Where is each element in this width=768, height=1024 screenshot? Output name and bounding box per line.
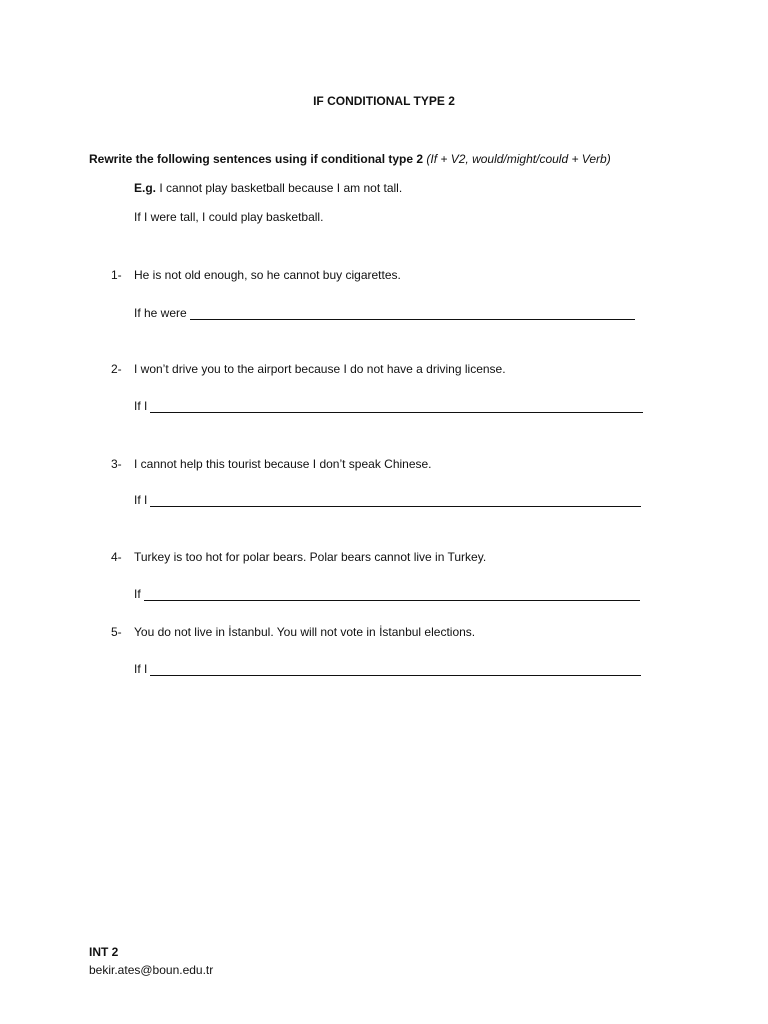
answer-row-5: [134, 662, 641, 676]
example-sentence-text: I cannot play basketball because I am not tall.: [159, 181, 403, 195]
example-answer: If I were tall, I could play basketball.: [134, 210, 324, 224]
item-sentence-1: He is not old enough, so he cannot buy cigarettes.: [134, 268, 401, 282]
answer-row-4: [134, 587, 640, 601]
answer-start-4: If: [134, 587, 141, 601]
item-sentence-2: I won’t drive you to the airport because I do not have a driving license.: [134, 362, 506, 376]
page-title: IF CONDITIONAL TYPE 2: [313, 94, 455, 108]
answer-row-1: [134, 306, 635, 320]
item-sentence-3: I cannot help this tourist because I don’t speak Chinese.: [134, 457, 432, 471]
item-number-3: 3-: [111, 457, 122, 471]
example-label: E.g.: [134, 181, 157, 195]
answer-blank-1[interactable]: [190, 308, 635, 320]
answer-row-3: [134, 493, 641, 507]
item-sentence-4: Turkey is too hot for polar bears. Polar bears cannot live in Turkey.: [134, 550, 487, 564]
item-number-2: 2-: [111, 362, 122, 376]
answer-start-1: If he were: [134, 306, 187, 320]
instructions: [89, 152, 611, 166]
footer-email: bekir.ates@boun.edu.tr: [89, 963, 214, 977]
footer-course: INT 2: [89, 945, 119, 959]
item-number-4: 4-: [111, 550, 122, 564]
item-number-5: 5-: [111, 625, 122, 639]
answer-blank-2[interactable]: [150, 401, 643, 413]
item-sentence-5: You do not live in İstanbul. You will not vote in İstanbul elections.: [134, 625, 476, 639]
answer-blank-5[interactable]: [150, 664, 641, 676]
answer-blank-3[interactable]: [150, 495, 641, 507]
example-sentence: [134, 181, 402, 195]
answer-start-2: If I: [134, 399, 148, 413]
item-number-1: 1-: [111, 268, 122, 282]
instructions-text: Rewrite the following sentences using if conditional type 2: [89, 152, 424, 166]
answer-blank-4[interactable]: [144, 589, 640, 601]
answer-row-2: [134, 399, 643, 413]
instructions-hint: (If + V2, would/might/could + Verb): [426, 152, 611, 166]
answer-start-3: If I: [134, 493, 148, 507]
answer-start-5: If I: [134, 662, 148, 676]
